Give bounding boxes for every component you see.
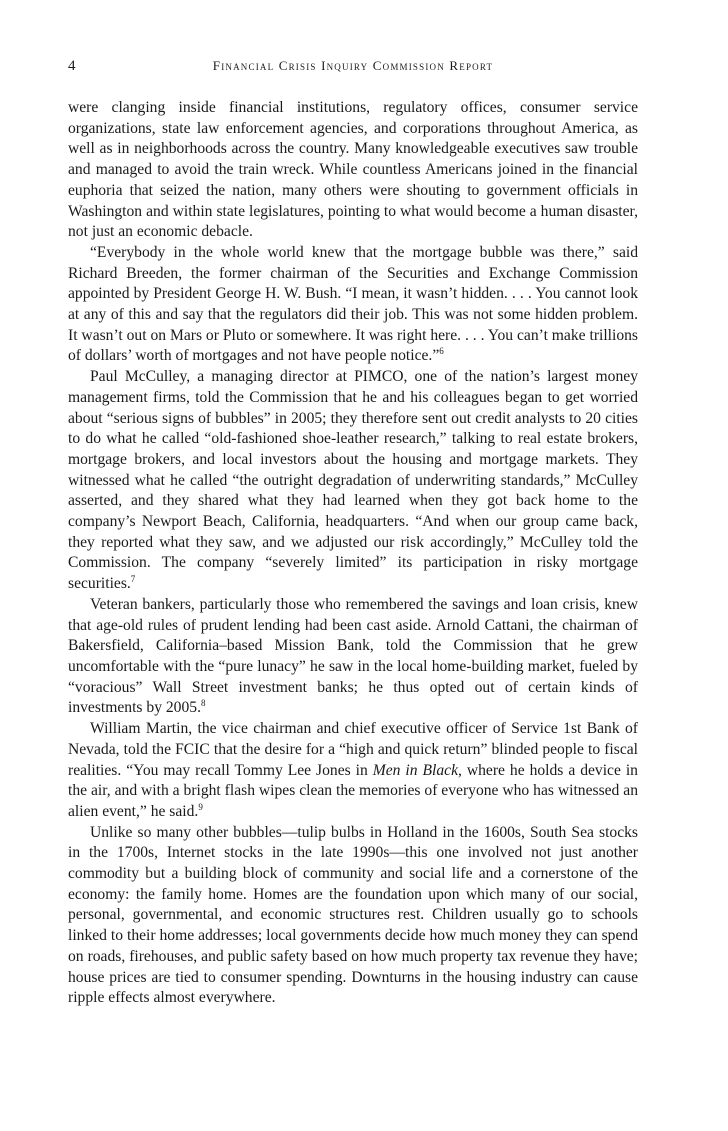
paragraph-cattani (68, 595, 638, 719)
paragraph-text: Unlike so many other bubbles—tulip bulbs in Holland in the 1600s, South Sea stocks in the 1700s, Internet stocks in the late 1990s—this one involved not just another commodity but a building block of community and social life and a cornerstone of the economy: the family home. Homes are the foundation upon which many of our social, personal, governmental, and economic structures rest. Children usually go to schools linked to their home addresses; local governments decide how much money they can spend on roads, firehouses, and public safety based on how much property tax revenue they have; house prices are tied to consumer spending. Downturns in the housing industry can cause ripple effects almost everywhere. (68, 823, 638, 1007)
paragraph-breeden-quote (68, 243, 638, 367)
paragraph-text: were clanging inside financial institutions, regulatory offices, consumer service organizations, state law enforcement agencies, and corporations throughout America, as well as in neighborhoods across the country. Many knowledgeable executives saw trouble and managed to avoid the train wreck. While countless Americans joined in the financial euphoria that seized the nation, many others were shouting to government officials in Washington and within state legislatures, pointing to what would become a human disaster, not just an economic debacle. (68, 99, 638, 241)
paragraph-mcculley (68, 367, 638, 595)
running-title: Financial Crisis Inquiry Commission Report (212, 58, 494, 73)
paragraph-housing-bubble (68, 823, 638, 1009)
page-number: 4 (68, 58, 76, 74)
paragraph-text: “Everybody in the whole world knew that the mortgage bubble was there,” said Richard Breeden, the former chairman of the Securities and Exchange Commission appointed by President George H. W. Bush. “I mean, it wasn’t hidden. . . . You cannot look at any of this and say that the regulators did their job. This was not some hidden problem. It wasn’t out on Mars or Pluto or somewhere. It was right here. . . . You can’t make trillions of dollars’ worth of mortgages and not have people notice.” (68, 243, 638, 365)
paragraph-text: Veteran bankers, particularly those who remembered the savings and loan crisis, knew that age-old rules of prudent lending had been cast aside. Arnold Cattani, the chairman of Bakersfield, California–based Mission Bank, told the Commission that he grew uncomfortable with the “pure lunacy” he saw in the local home-building market, fueled by “voracious” Wall Street investment banks; he thus opted out of certain kinds of investments by 2005. (68, 595, 638, 717)
paragraph-text: William Martin, the vice chairman and chief executive officer of Service 1st Bank of Nevada, told the FCIC that the desire for a “high and quick return” blinded people to fiscal realities. “You may recall Tommy Lee Jones in (68, 720, 638, 779)
running-header (68, 58, 638, 80)
footnote-marker[interactable]: 6 (439, 346, 444, 357)
paragraph-text: Paul McCulley, a managing director at PIMCO, one of the nation’s largest money management firms, told the Commission that he and his colleagues began to get worried about “serious signs of bubbles” in 2005; they therefore sent out credit analysts to 20 cities to do what he called “old-fashioned shoe-leather research,” talking to real estate brokers, mortgage brokers, and local investors about the housing and mortgage markets. They witnessed what he called “the outright degradation of underwriting standards,” McCulley asserted, and they shared what they had learned when they got back home to the company’s Newport Beach, California, headquarters. “And when our group came back, they reported what they saw, and we adjusted our risk accordingly,” McCulley told the Commission. The company “severely limited” its participation in risky mortgage securities. (68, 368, 638, 593)
paragraph-continued (68, 98, 638, 243)
footnote-marker[interactable]: 9 (198, 801, 203, 812)
paragraph-text: , where he holds a device in the air, and with a bright flash wipes clean the memories of everyone who has witnessed an alien event,” he said. (68, 761, 638, 820)
film-title: Men in Black (372, 761, 458, 779)
body-text (68, 98, 638, 1009)
footnote-marker[interactable]: 8 (200, 698, 206, 709)
footnote-marker[interactable]: 7 (130, 574, 136, 585)
paragraph-martin (68, 719, 638, 823)
